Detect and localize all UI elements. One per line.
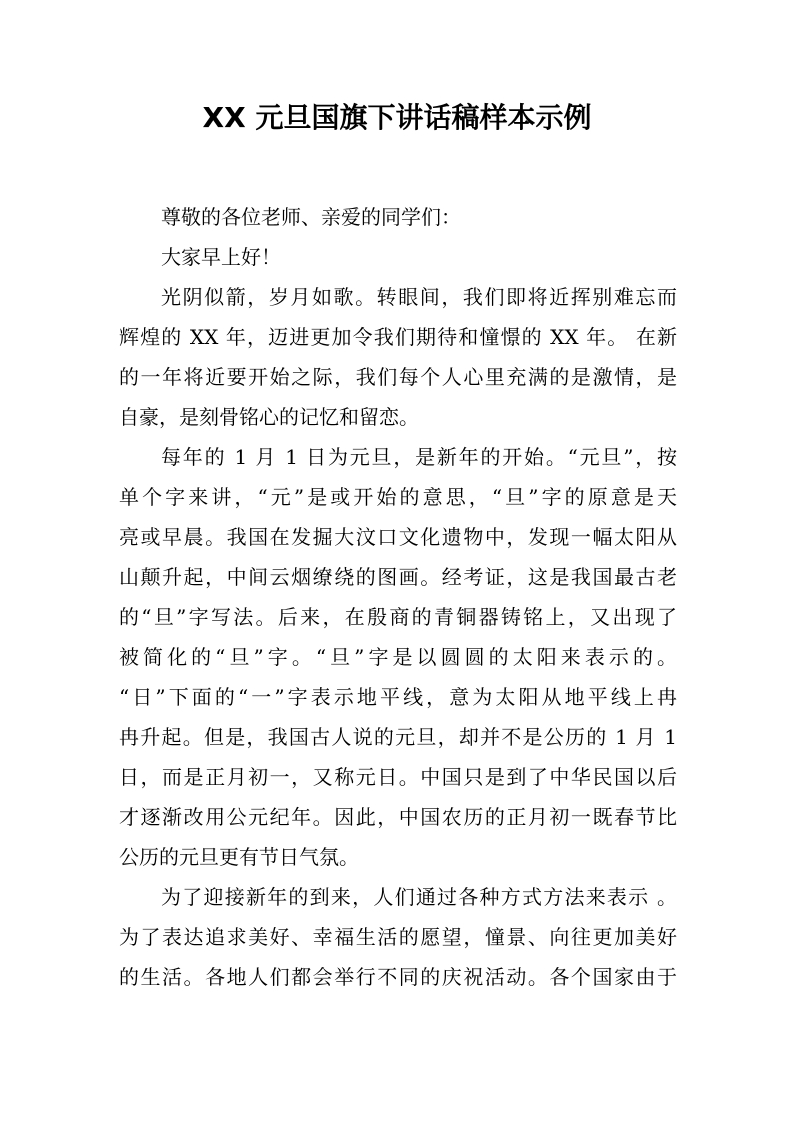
text-line: 为了表达追求美好、幸福生活的愿望，憧景、向往更加美好 [119, 925, 677, 949]
text-line: 辉煌的 XX 年，迈进更加令我们期待和憧憬的 XX 年。 在新 [119, 325, 677, 349]
text-line: 冉升起。但是，我国古人说的元旦，却并不是公历的 1 月 1 [119, 725, 677, 749]
text-line: 为了迎接新年的到来，人们通过各种方式方法来表示 。 [161, 885, 677, 909]
document-title: XX 元旦国旗下讲话稿样本示例 [202, 101, 592, 134]
text-line: 单个字来讲，“元”是或开始的意思，“旦”字的原意是天 [119, 485, 677, 509]
text-line: 的“旦”字写法。后来，在殷商的青铜器铸铭上，又出现了 [119, 605, 677, 629]
text-line: 的一年将近要开始之际，我们每个人心里充满的是激情，是 [119, 365, 677, 389]
text-line: 的生活。各地人们都会举行不同的庆祝活动。各个国家由于 [119, 965, 677, 989]
text-line: 日，而是正月初一，又称元日。中国只是到了中华民国以后 [119, 765, 677, 789]
text-line: 被简化的“旦”字。“旦”字是以圆圆的太阳来表示的。 [119, 645, 677, 669]
document-body [119, 197, 677, 997]
text-line: 公历的元旦更有节日气氛。 [119, 845, 359, 869]
text-line: 大家早上好！ [161, 245, 281, 269]
text-line: 亮或早晨。我国在发掘大汶口文化遗物中，发现一幅太阳从 [119, 525, 677, 549]
text-line: “日”下面的“一”字表示地平线，意为太阳从地平线上冉 [119, 685, 677, 709]
text-line: 才逐渐改用公元纪年。因此，中国农历的正月初一既春节比 [119, 805, 677, 829]
text-line: 每年的 1 月 1 日为元旦，是新年的开始。“元旦”，按 [161, 445, 677, 469]
text-line: 山颠升起，中间云烟缭绕的图画。经考证，这是我国最古老 [119, 565, 677, 589]
text-line: 尊敬的各位老师、亲爱的同学们： [161, 205, 461, 229]
text-line: 光阴似箭，岁月如歌。转眼间，我们即将近挥别难忘而 [161, 285, 677, 309]
text-line: 自豪，是刻骨铭心的记忆和留恋。 [119, 405, 419, 429]
